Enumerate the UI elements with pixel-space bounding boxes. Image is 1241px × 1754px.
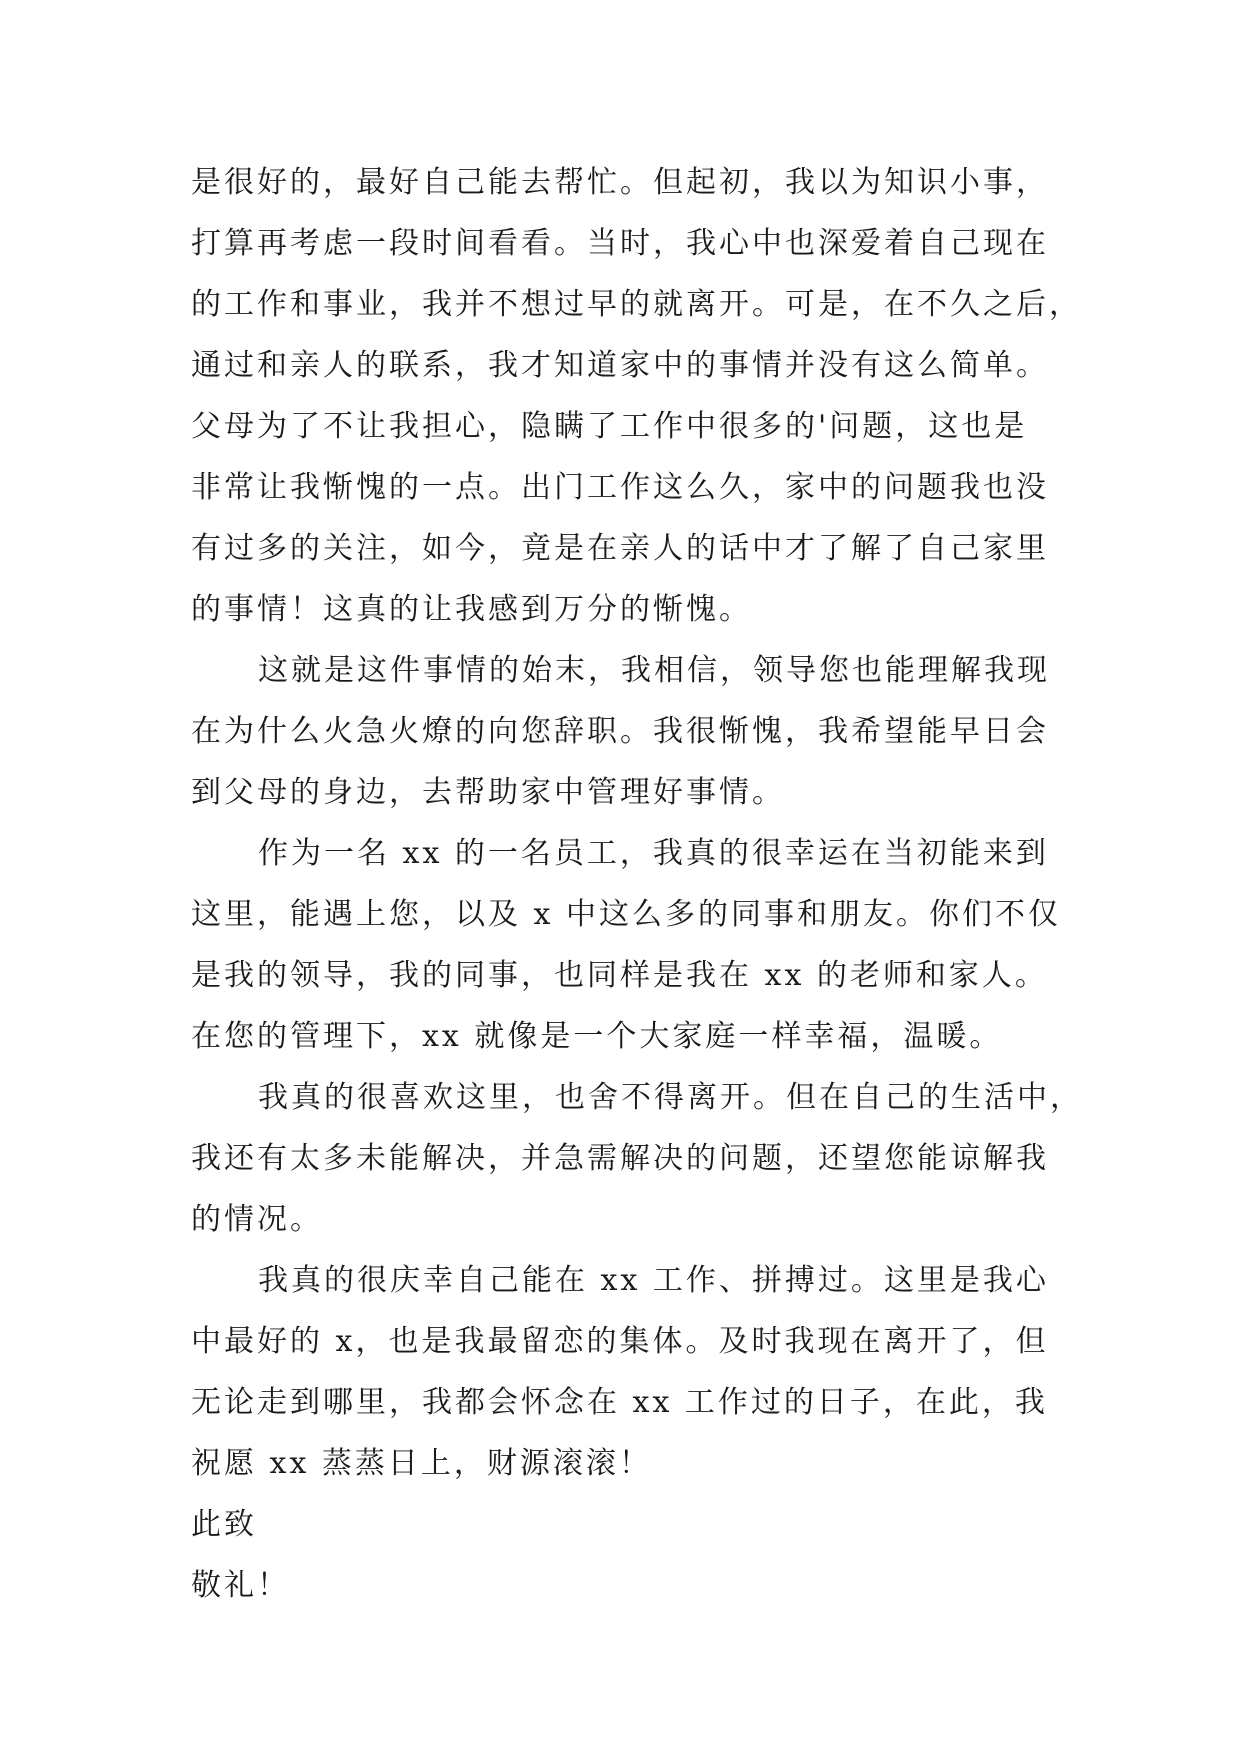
- text-line: 的情况。: [191, 1202, 323, 1237]
- paragraph-1: [191, 152, 1082, 640]
- text-line: 无论走到哪里，我都会怀念在 xx 工作过的日子，在此，我: [191, 1385, 1048, 1420]
- text-line: 有过多的关注，如今，竟是在亲人的话中才了解了自己家里: [191, 531, 1049, 566]
- paragraph-5: [191, 1250, 1063, 1494]
- text-line: 在您的管理下，xx 就像是一个大家庭一样幸福，温暖。: [191, 1019, 1003, 1054]
- text-line: 这里，能遇上您，以及 x 中这么多的同事和朋友。你们不仅: [191, 897, 1061, 932]
- text-line: 我还有太多未能解决，并急需解决的问题，还望您能谅解我: [191, 1141, 1049, 1176]
- text-line: 是很好的，最好自己能去帮忙。但起初，我以为知识小事，: [191, 165, 1049, 200]
- text-line: 中最好的 x，也是我最留恋的集体。及时我现在离开了，但: [191, 1324, 1049, 1359]
- paragraph-3: [191, 823, 1063, 1067]
- closing-salutation: [191, 1494, 1063, 1616]
- paragraph-2: [191, 640, 1063, 823]
- closing-line-2: 敬礼！: [191, 1568, 290, 1603]
- text-line: 作为一名 xx 的一名员工，我真的很幸运在当初能来到: [258, 836, 1049, 871]
- letter-body: [191, 152, 1083, 1616]
- text-line: 这就是这件事情的始末，我相信，领导您也能理解我现: [258, 653, 1050, 688]
- text-line: 是我的领导，我的同事，也同样是我在 xx 的老师和家人。: [191, 958, 1048, 993]
- text-line: 通过和亲人的联系，我才知道家中的事情并没有这么简单。: [191, 348, 1049, 383]
- text-line: 的事情！这真的让我感到万分的惭愧。: [191, 592, 752, 627]
- text-line: 父母为了不让我担心，隐瞒了工作中很多的'问题，这也是: [191, 409, 1028, 444]
- closing-line-1: 此致: [191, 1507, 257, 1542]
- text-line: 的工作和事业，我并不想过早的就离开。可是，在不久之后，: [191, 287, 1082, 322]
- text-line: 在为什么火急火燎的向您辞职。我很惭愧，我希望能早日会: [191, 714, 1049, 749]
- text-line: 非常让我惭愧的一点。出门工作这么久，家中的问题我也没: [191, 470, 1049, 505]
- text-line: 打算再考虑一段时间看看。当时，我心中也深爱着自己现在: [191, 226, 1049, 261]
- text-line: 到父母的身边，去帮助家中管理好事情。: [191, 775, 785, 810]
- text-line: 祝愿 xx 蒸蒸日上，财源滚滚！: [191, 1446, 652, 1481]
- paragraph-4: [191, 1067, 1083, 1250]
- text-line: 我真的很喜欢这里，也舍不得离开。但在自己的生活中，: [258, 1080, 1083, 1115]
- text-line: 我真的很庆幸自己能在 xx 工作、拼搏过。这里是我心: [258, 1263, 1049, 1298]
